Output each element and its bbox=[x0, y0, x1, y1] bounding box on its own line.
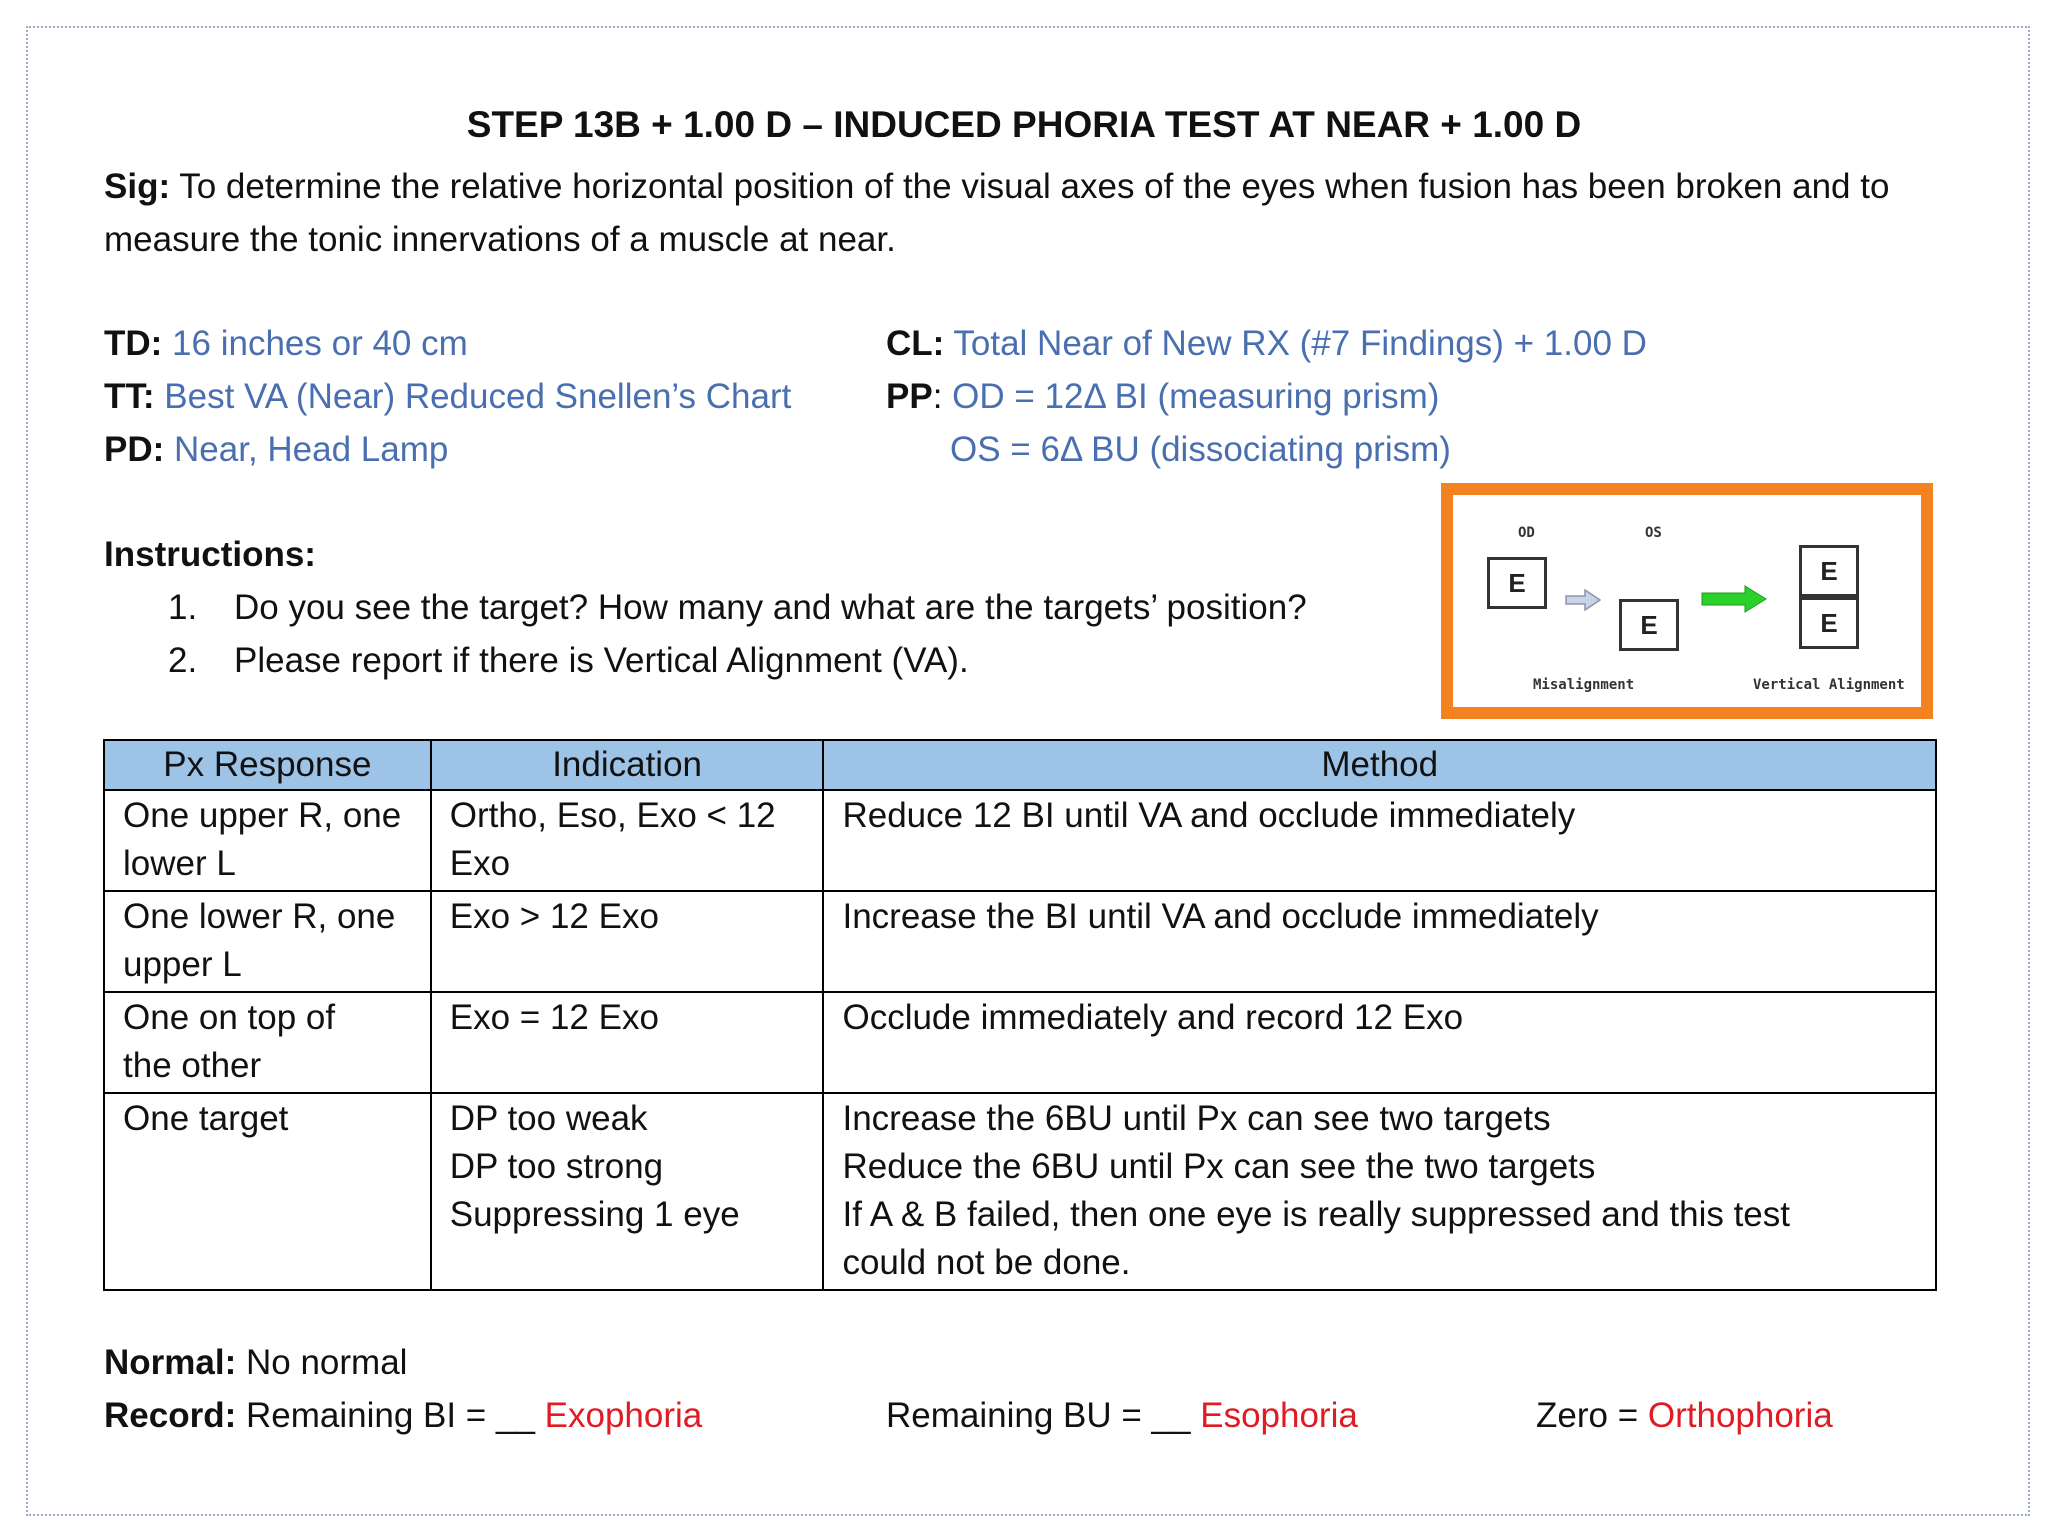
td-label: TD: bbox=[104, 324, 163, 363]
cl-value: Total Near of New RX (#7 Findings) + 1.00 D bbox=[953, 324, 1647, 363]
table-row bbox=[104, 790, 1936, 891]
cell-method bbox=[823, 1093, 1936, 1290]
pp-value-od: OD = 12Δ BI (measuring prism) bbox=[952, 377, 1440, 416]
instruction-item bbox=[168, 634, 1307, 687]
od-target-box: E bbox=[1487, 557, 1547, 609]
cell-line: Exo bbox=[449, 844, 511, 883]
cell-line: could not be done. bbox=[842, 1243, 1131, 1282]
header-px-response: Px Response bbox=[104, 740, 431, 790]
cell-indication bbox=[431, 790, 824, 891]
response-table bbox=[103, 739, 1937, 1291]
cell-line: If A & B failed, then one eye is really suppressed and this test bbox=[842, 1195, 1790, 1234]
normal-value: No normal bbox=[245, 1343, 408, 1382]
misalignment-label: Misalignment bbox=[1533, 677, 1635, 693]
cell-line: Suppressing 1 eye bbox=[449, 1195, 740, 1234]
td-value: 16 inches or 40 cm bbox=[172, 324, 468, 363]
cell-indication bbox=[431, 992, 824, 1093]
pp-colon: : bbox=[932, 377, 943, 416]
vertical-alignment-label: Vertical Alignment bbox=[1753, 677, 1905, 693]
pp-label: PP bbox=[886, 377, 933, 416]
record-bi-result: Exophoria bbox=[544, 1396, 703, 1435]
cell-line: One on top of bbox=[123, 998, 336, 1037]
record-zero-text: Zero = bbox=[1536, 1396, 1639, 1435]
cell-line: Exo = 12 Exo bbox=[449, 998, 659, 1037]
cell-line: upper L bbox=[123, 945, 242, 984]
record-bu-text: Remaining BU = __ bbox=[886, 1396, 1191, 1435]
cl-label: CL: bbox=[886, 324, 945, 363]
alignment-figure bbox=[1441, 483, 1933, 719]
pd-field bbox=[104, 423, 448, 476]
gray-arrow-icon bbox=[1565, 589, 1601, 611]
td-field bbox=[104, 317, 468, 370]
vertical-top-box: E bbox=[1799, 545, 1859, 597]
cell-line: Reduce the 6BU until Px can see the two targets bbox=[842, 1147, 1596, 1186]
cell-line: lower L bbox=[123, 844, 236, 883]
record-zero-result: Orthophoria bbox=[1647, 1396, 1833, 1435]
table-header-row bbox=[104, 740, 1936, 790]
sig-paragraph bbox=[104, 160, 1964, 266]
pd-value: Near, Head Lamp bbox=[174, 430, 449, 469]
cell-line: DP too weak bbox=[449, 1099, 648, 1138]
pd-label: PD: bbox=[104, 430, 165, 469]
cell-indication bbox=[431, 1093, 824, 1290]
instruction-number: 2. bbox=[168, 641, 198, 680]
page-title: STEP 13B + 1.00 D – INDUCED PHORIA TEST AT NEAR + 1.00 D bbox=[466, 104, 1582, 145]
cell-line: Exo > 12 Exo bbox=[449, 897, 659, 936]
normal-line bbox=[104, 1336, 407, 1389]
instructions-list bbox=[168, 581, 1307, 687]
cell-response bbox=[104, 1093, 431, 1290]
cell-line: Increase the 6BU until Px can see two targets bbox=[842, 1099, 1551, 1138]
header-method: Method bbox=[823, 740, 1936, 790]
record-bi bbox=[104, 1389, 702, 1442]
tt-value: Best VA (Near) Reduced Snellen’s Chart bbox=[164, 377, 792, 416]
table-row bbox=[104, 992, 1936, 1093]
cell-response bbox=[104, 790, 431, 891]
pp-value-os: OS = 6Δ BU (dissociating prism) bbox=[950, 430, 1451, 469]
tt-field bbox=[104, 370, 791, 423]
cl-field bbox=[886, 317, 1647, 370]
instruction-number: 1. bbox=[168, 588, 198, 627]
sig-label: Sig: bbox=[104, 167, 171, 206]
cell-line: One upper R, one bbox=[123, 796, 402, 835]
cell-line: DP too strong bbox=[449, 1147, 664, 1186]
cell-response bbox=[104, 891, 431, 992]
record-bi-text: Remaining BI = __ bbox=[245, 1396, 535, 1435]
cell-line: the other bbox=[123, 1046, 262, 1085]
cell-indication bbox=[431, 891, 824, 992]
cell-method bbox=[823, 992, 1936, 1093]
pp-field bbox=[886, 370, 1439, 423]
cell-method bbox=[823, 891, 1936, 992]
cell-response bbox=[104, 992, 431, 1093]
table-row bbox=[104, 1093, 1936, 1290]
instruction-text: Do you see the target? How many and what are the targets’ position? bbox=[234, 588, 1307, 627]
instruction-text: Please report if there is Vertical Alignment (VA). bbox=[234, 641, 969, 680]
cell-line: Ortho, Eso, Exo < 12 bbox=[449, 796, 776, 835]
tt-label: TT: bbox=[104, 377, 155, 416]
record-bu bbox=[886, 1389, 1358, 1442]
cell-line: Reduce 12 BI until VA and occlude immediately bbox=[842, 796, 1576, 835]
record-zero bbox=[1536, 1389, 1833, 1442]
os-label: OS bbox=[1645, 525, 1662, 541]
record-bu-result: Esophoria bbox=[1200, 1396, 1358, 1435]
od-label: OD bbox=[1518, 525, 1535, 541]
cell-line: One target bbox=[123, 1099, 289, 1138]
cell-method bbox=[823, 790, 1936, 891]
record-label: Record: bbox=[104, 1396, 237, 1435]
sig-text: To determine the relative horizontal position of the visual axes of the eyes when fusion has been broken and to measure the tonic innervations of a muscle at near. bbox=[104, 167, 1890, 259]
normal-label: Normal: bbox=[104, 1343, 237, 1382]
header-indication: Indication bbox=[431, 740, 824, 790]
green-arrow-icon bbox=[1701, 585, 1767, 613]
instructions-heading: Instructions: bbox=[104, 535, 316, 574]
os-target-box: E bbox=[1619, 599, 1679, 651]
vertical-bottom-box: E bbox=[1799, 597, 1859, 649]
cell-line: Occlude immediately and record 12 Exo bbox=[842, 998, 1464, 1037]
instruction-item bbox=[168, 581, 1307, 634]
pp-field-os bbox=[950, 423, 1451, 476]
cell-line: Increase the BI until VA and occlude immediately bbox=[842, 897, 1599, 936]
cell-line: One lower R, one bbox=[123, 897, 396, 936]
table-row bbox=[104, 891, 1936, 992]
